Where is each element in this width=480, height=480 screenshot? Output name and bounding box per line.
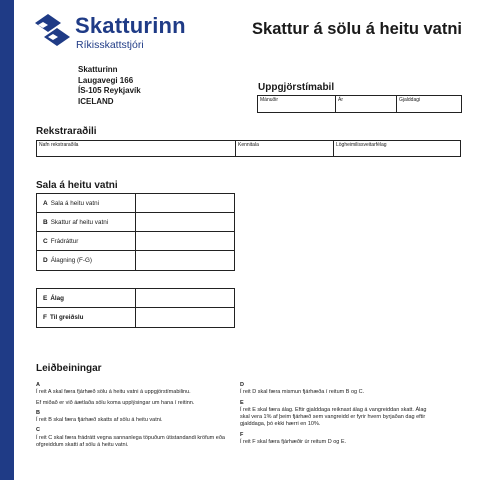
payment-amount-field[interactable]	[136, 308, 234, 327]
instruction-letter: D	[240, 382, 244, 388]
table-row	[37, 194, 234, 213]
row-label: A Sala á heitu vatni	[37, 194, 136, 212]
operator-name-field[interactable]: Nafn rekstraraðila	[37, 141, 236, 156]
sales-table	[36, 193, 235, 271]
sales-amount-field[interactable]	[136, 194, 234, 212]
logo-name: Skatturinn	[75, 13, 186, 38]
sales-section-title: Sala á heitu vatni	[36, 180, 118, 191]
operator-id-field[interactable]: Kennitala	[236, 141, 334, 156]
assessment-amount-field[interactable]	[136, 251, 234, 270]
instructions-right-column	[240, 380, 430, 449]
instruction-letter: A	[36, 382, 40, 388]
surcharge-amount-field[interactable]	[136, 289, 234, 307]
row-label: B Skattur af heitu vatni	[37, 213, 136, 231]
recipient-address	[78, 65, 141, 107]
period-months-field[interactable]: Mánuðir	[258, 96, 336, 112]
skatturinn-logo	[35, 14, 205, 54]
table-row	[37, 213, 234, 232]
instruction-letter: E	[240, 399, 244, 406]
row-label: D Álagning (F-G)	[37, 251, 136, 270]
table-row	[37, 232, 234, 251]
instruction-text: Í reit A skal færa fjárhæð sölu á heitu vatni á uppgjörstímabilinu.	[36, 389, 191, 396]
instruction-text: Í reit F skal færa fjárhæðir úr reitum D og E.	[240, 439, 347, 446]
row-label: C Frádráttur	[37, 232, 136, 250]
instruction-text: Í reit B skal færa fjárhæð skatts af sölu á heitu vatni.	[36, 417, 163, 424]
period-year-field[interactable]: Ár	[336, 96, 397, 112]
page-title: Skattur á sölu á heitu vatni	[252, 20, 462, 38]
logo-subtitle: Ríkisskattstjóri	[76, 39, 144, 51]
logo-icon	[35, 14, 71, 48]
instruction-text: Í reit E skal færa álag. Eftir gjalddaga reiknast álag á vangreiddan skatt. Álag skal vera 1% af þeim fjárhæð sem vangreidd er fyrir hvern byrjaðan dag eftir gjalddaga, þó ekki hærri en 10%.	[240, 406, 427, 428]
address-line: ICELAND	[78, 96, 114, 106]
instruction-letter: B	[36, 409, 40, 416]
instruction-text: Í reit D skal færa mismun fjárhæða í reitum B og C.	[240, 389, 365, 396]
operator-municipality-field[interactable]: Lögheimilissveitarfélag	[336, 142, 387, 148]
totals-table	[36, 288, 235, 328]
row-label: F Til greiðslu	[37, 308, 136, 327]
instruction-letter: F	[240, 431, 244, 438]
instructions-left-column	[36, 380, 226, 452]
address-line: Skatturinn	[78, 65, 118, 74]
instruction-text: Í reit C skal færa frádrátt vegna sannanlega töpuðum útistandandi kröfum eða ofgreiddum skatti af sölu á heitu vatni.	[36, 434, 225, 449]
instructions-title: Leiðbeiningar	[36, 363, 102, 374]
row-label: E Álag	[37, 289, 136, 307]
operator-table	[36, 140, 461, 157]
period-due-date-field[interactable]: Gjalddagi	[399, 97, 421, 103]
instruction-letter: C	[36, 427, 40, 434]
table-row	[37, 308, 234, 327]
table-row	[37, 251, 234, 270]
operator-section-title: Rekstraraðili	[36, 126, 97, 137]
tax-amount-field[interactable]	[136, 213, 234, 231]
table-row	[37, 289, 234, 308]
left-accent-bar	[0, 0, 14, 480]
instruction-text: Ef miðað er við áætlaða sölu koma upplýsingar um hana í reitinn.	[36, 399, 195, 406]
deduction-amount-field[interactable]	[136, 232, 234, 250]
period-table	[257, 95, 462, 113]
address-line: Laugavegi 166	[78, 75, 134, 85]
period-title: Uppgjörstímabil	[258, 82, 335, 93]
address-line: ÍS-105 Reykjavík	[78, 86, 141, 95]
